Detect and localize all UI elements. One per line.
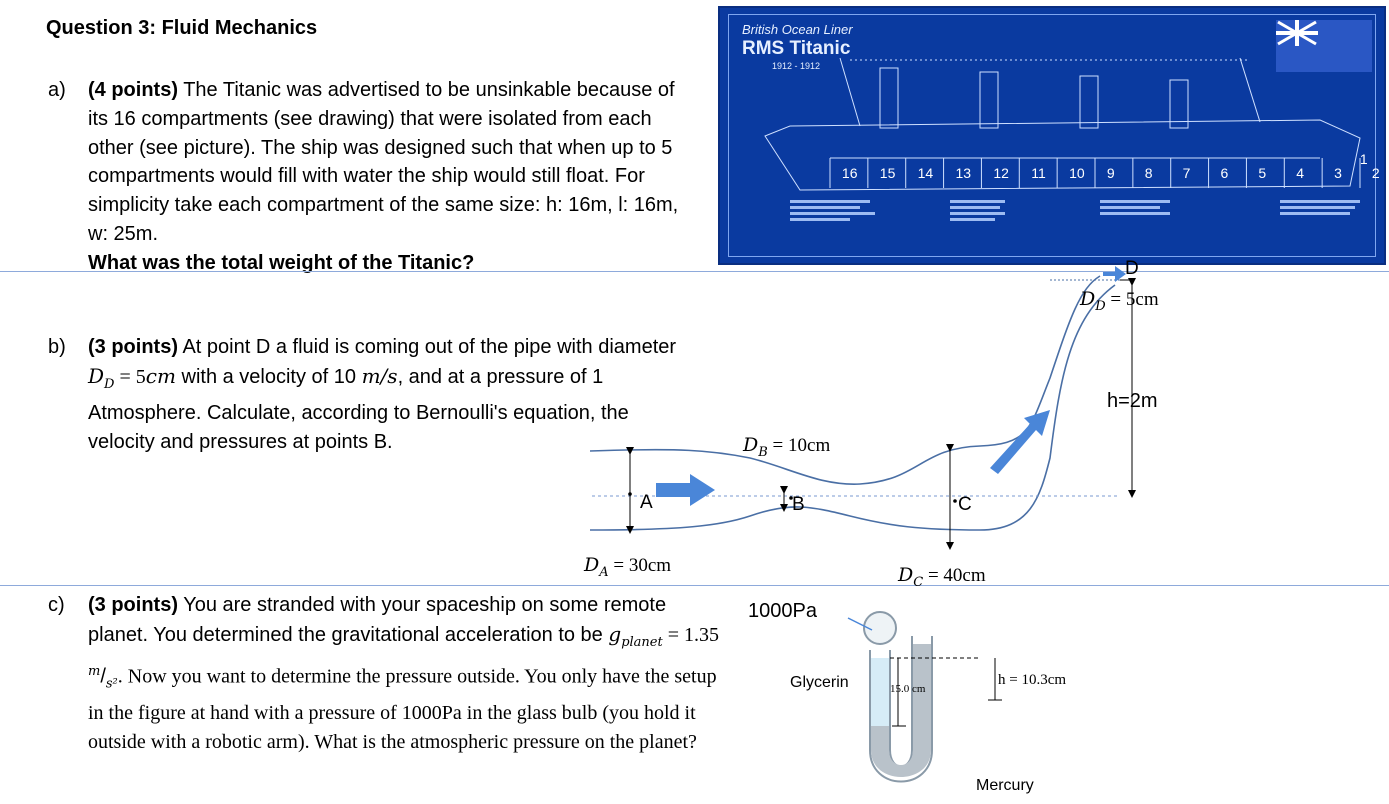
compartment-number: 3 xyxy=(1334,165,1342,181)
compartment-number: 14 xyxy=(917,165,934,181)
compartment-number: 12 xyxy=(993,165,1009,181)
question-a xyxy=(48,76,688,278)
compartment-number: 10 xyxy=(1069,165,1085,181)
question-a-points: (4 points) xyxy=(88,79,178,101)
pipe-diagram xyxy=(560,258,1389,588)
question-b-unit: cm xyxy=(145,363,176,388)
question-a-question: What was the total weight of the Titanic? xyxy=(88,251,475,274)
flow-arrow-a-icon xyxy=(656,474,715,506)
question-c: c) (3 points) You are stranded with your spaceship on some remote planet. You determined the gravitational acceleration to be $g_{planet} = 1.35$ $^m/_{s^2}$. Now you want to determine the pressure outside. You only have the setup in the figure at hand with a pressure of 1000Pa in the glass bulb (you hold it outside with a robotic arm). What is the atmospheric pressure on the planet? xyxy=(48,591,728,757)
point-c-dot xyxy=(953,499,957,503)
bulb-pressure-label: 1000Pa xyxy=(748,600,817,622)
diameter-b-label: $D_B = 10cm$ xyxy=(743,434,831,460)
question-c-text-2: = 1.35 xyxy=(662,624,719,646)
compartment-dividers xyxy=(830,151,1380,188)
question-c-text-3: . Now you want to determine the pressure outside. You only have the setup in the figure at hand with a pressure of 1000Pa in the glass bulb (you hold it outside with a robotic arm). What is the atmospheric pressure on the planet? xyxy=(88,665,717,753)
glycerin-fill xyxy=(871,658,889,726)
height-label: h=2m xyxy=(1107,390,1158,412)
point-a-dot xyxy=(628,492,632,496)
h-label: h = 10.3cm xyxy=(998,672,1067,688)
point-b-label: B xyxy=(792,494,805,515)
glycerin-label: Glycerin xyxy=(790,674,849,691)
compartment-number: 6 xyxy=(1220,165,1229,181)
diameter-c-label: $D_C = 40cm$ xyxy=(898,564,986,590)
question-c-g: g xyxy=(608,622,622,646)
question-b-velocity-unit: m/s xyxy=(361,363,398,388)
question-title: Question 3: Fluid Mechanics xyxy=(46,17,318,39)
compartment-number: 16 xyxy=(841,165,858,181)
question-c-unit-den: s² xyxy=(105,676,118,692)
compartment-number: 11 xyxy=(1031,165,1046,181)
ship-drawing xyxy=(720,8,1384,263)
flow-arrow-c-icon xyxy=(990,410,1050,474)
point-d-label: D xyxy=(1125,258,1139,279)
question-b-text-3: with a velocity of 10 xyxy=(175,365,362,388)
blueprint-subtitle: British Ocean Liner xyxy=(742,22,853,37)
question-b-symbol-sub: D xyxy=(104,376,115,392)
compartment-number: 4 xyxy=(1296,165,1305,181)
compartment-number: 7 xyxy=(1182,165,1191,181)
question-b-text-2: = 5 xyxy=(114,365,146,388)
point-a-label: A xyxy=(640,492,653,513)
diameter-a-label: $D_A = 30cm$ xyxy=(584,554,672,580)
blueprint-years: 1912 - 1912 xyxy=(772,61,821,71)
question-b-label: b) xyxy=(48,336,66,358)
compartment-number: 8 xyxy=(1144,165,1153,181)
question-a-label: a) xyxy=(48,79,66,101)
diameter-d-label: $D_D = 5cm$ xyxy=(1080,288,1159,314)
question-b-text-1: At point D a fluid is coming out of the pipe with diameter xyxy=(178,336,677,358)
u-tube-manometer xyxy=(840,600,1040,800)
question-c-text-1: You are stranded with your spaceship on some remote planet. You determined the gravitational acceleration to be xyxy=(88,594,667,646)
question-c-points: (3 points) xyxy=(88,594,178,616)
question-b-symbol: D xyxy=(88,363,105,388)
compartment-number: 2 xyxy=(1371,165,1380,181)
question-c-g-sub: planet xyxy=(621,635,663,650)
compartment-number: 15 xyxy=(879,165,896,181)
question-b-points: (3 points) xyxy=(88,336,178,358)
question-b-text-4: , and at a pressure of 1 Atmosphere. Calculate, according to Bernoulli's equation, the velocity and pressures at points B. xyxy=(88,365,629,453)
compartment-number: 13 xyxy=(955,165,972,181)
question-a-text: The Titanic was advertised to be unsinkable because of its 16 compartments (see drawing) that were isolated from each other (see picture). The ship was designed such that when up to 5 compartments would fill with water the ship would still float. For simplicity take each compartment of the same size: h: 16m, l: 16m, w: 25m. xyxy=(88,79,679,245)
compartment-number: 5 xyxy=(1258,165,1267,181)
left-height-label: 15.0 cm xyxy=(890,683,926,695)
mercury-label: Mercury xyxy=(976,777,1034,794)
point-c-label: C xyxy=(958,494,972,515)
compartment-number: 1 xyxy=(1359,151,1368,167)
compartment-number: 9 xyxy=(1106,165,1115,181)
question-c-label: c) xyxy=(48,594,65,616)
question-c-unit-num: m xyxy=(88,664,101,679)
titanic-blueprint xyxy=(718,6,1386,265)
blueprint-ship-name: RMS Titanic xyxy=(742,38,851,59)
